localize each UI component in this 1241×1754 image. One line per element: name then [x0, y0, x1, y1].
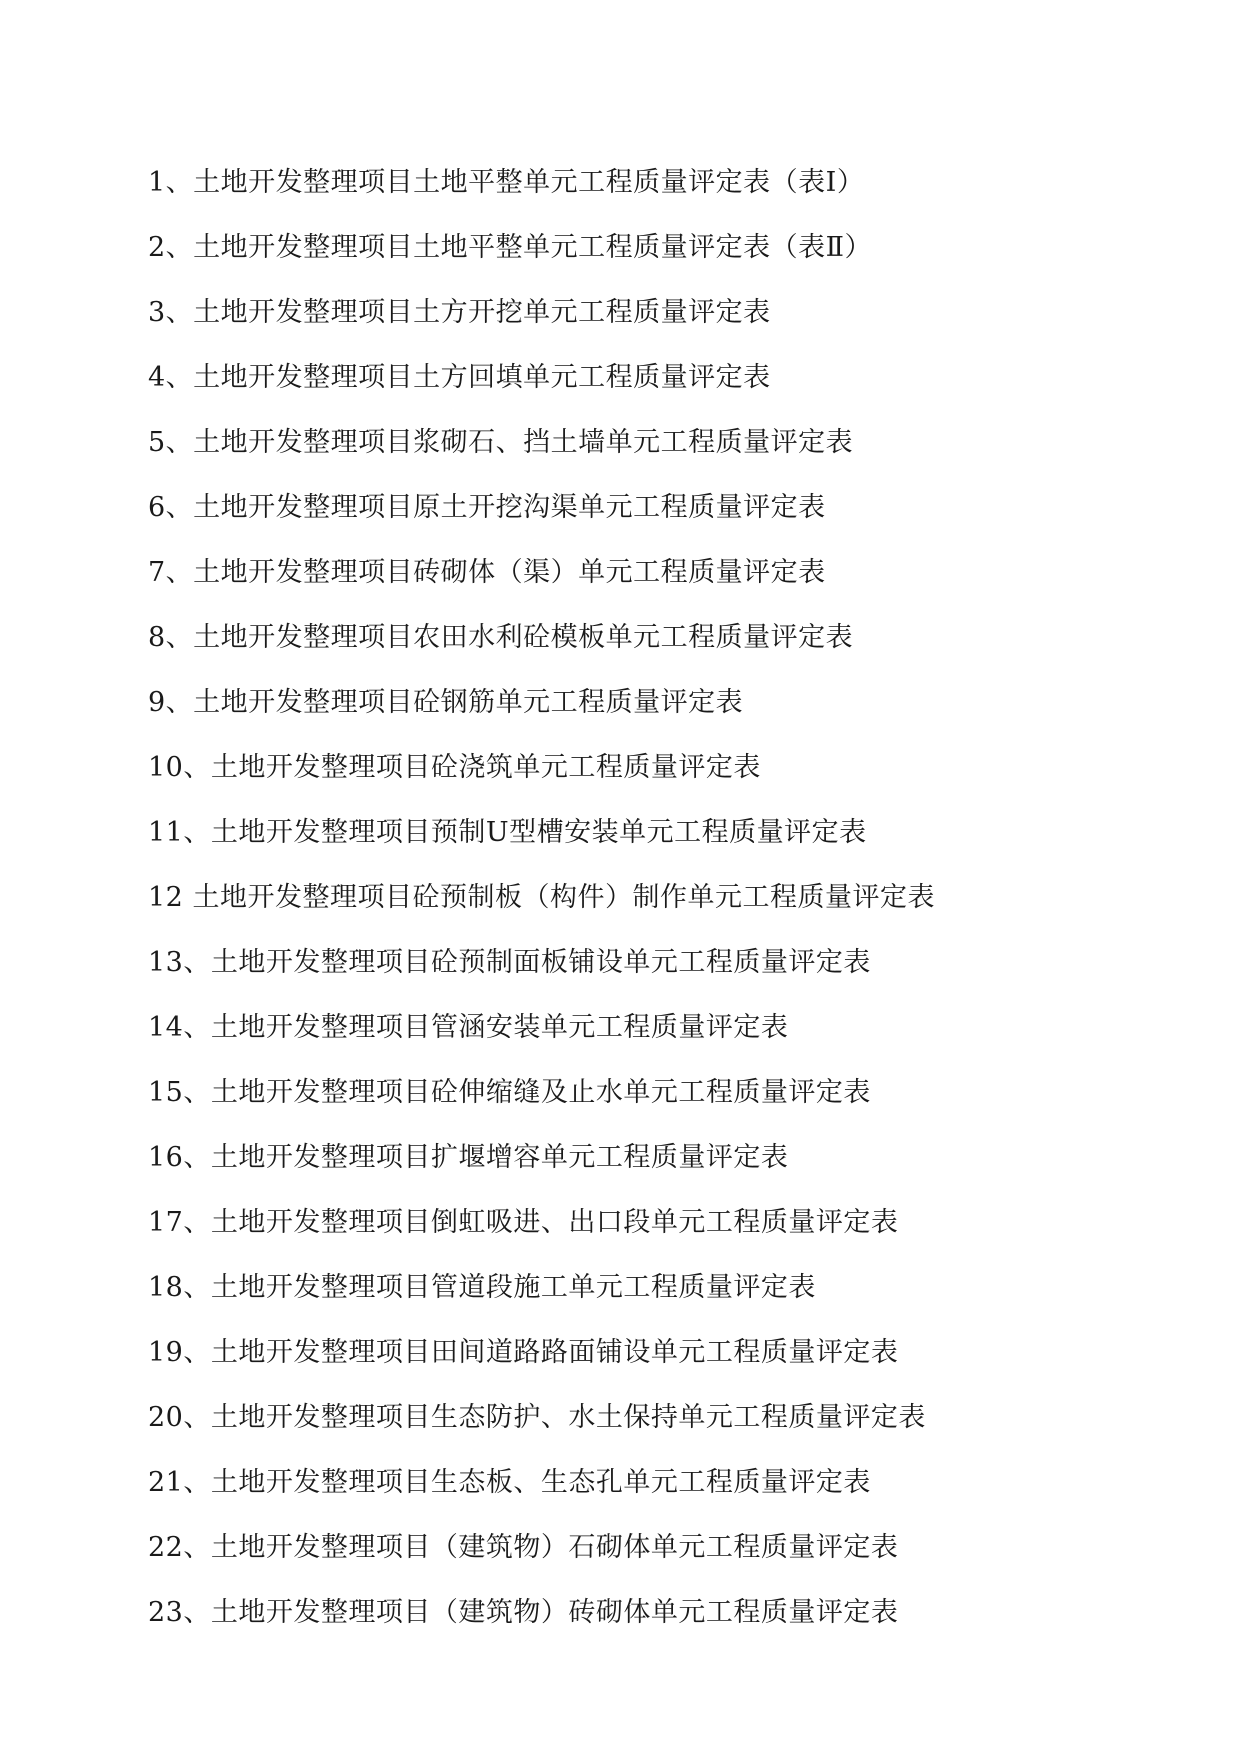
list-item: 7、土地开发整理项目砖砌体（渠）单元工程质量评定表	[148, 557, 826, 588]
list-item: 14、土地开发整理项目管涵安装单元工程质量评定表	[148, 1012, 789, 1043]
list-item: 11、土地开发整理项目预制U型槽安装单元工程质量评定表	[148, 817, 867, 848]
list-item: 8、土地开发整理项目农田水利砼模板单元工程质量评定表	[148, 622, 854, 653]
list-item: 9、土地开发整理项目砼钢筋单元工程质量评定表	[148, 687, 744, 718]
list-item: 1、土地开发整理项目土地平整单元工程质量评定表（表Ⅰ）	[148, 167, 865, 198]
list-item: 17、土地开发整理项目倒虹吸进、出口段单元工程质量评定表	[148, 1207, 899, 1238]
list-item: 22、土地开发整理项目（建筑物）石砌体单元工程质量评定表	[148, 1532, 899, 1563]
list-item: 13、土地开发整理项目砼预制面板铺设单元工程质量评定表	[148, 947, 871, 978]
list-item: 10、土地开发整理项目砼浇筑单元工程质量评定表	[148, 752, 761, 783]
list-item: 2、土地开发整理项目土地平整单元工程质量评定表（表Ⅱ）	[148, 232, 873, 263]
list-item: 4、土地开发整理项目土方回填单元工程质量评定表	[148, 362, 771, 393]
list-item: 15、土地开发整理项目砼伸缩缝及止水单元工程质量评定表	[148, 1077, 871, 1108]
list-item: 16、土地开发整理项目扩堰增容单元工程质量评定表	[148, 1142, 789, 1173]
form-list	[148, 150, 935, 1645]
list-item: 21、土地开发整理项目生态板、生态孔单元工程质量评定表	[148, 1467, 871, 1498]
list-item: 23、土地开发整理项目（建筑物）砖砌体单元工程质量评定表	[148, 1597, 899, 1628]
list-item: 20、土地开发整理项目生态防护、水土保持单元工程质量评定表	[148, 1402, 926, 1433]
list-item: 12 土地开发整理项目砼预制板（构件）制作单元工程质量评定表	[148, 882, 935, 913]
list-item: 5、土地开发整理项目浆砌石、挡土墙单元工程质量评定表	[148, 427, 854, 458]
list-item: 3、土地开发整理项目土方开挖单元工程质量评定表	[148, 297, 771, 328]
list-item: 18、土地开发整理项目管道段施工单元工程质量评定表	[148, 1272, 816, 1303]
list-item: 6、土地开发整理项目原土开挖沟渠单元工程质量评定表	[148, 492, 826, 523]
list-item: 19、土地开发整理项目田间道路路面铺设单元工程质量评定表	[148, 1337, 899, 1368]
